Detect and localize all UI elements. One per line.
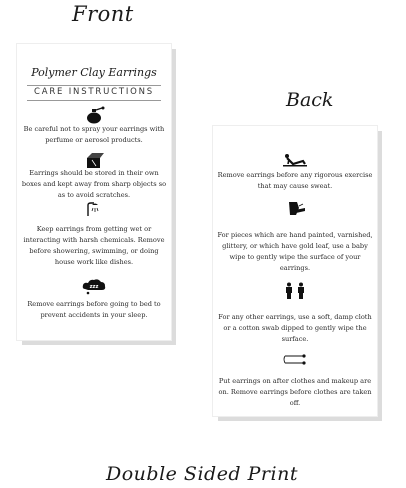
front-item-perfume: Be careful not to spray your earrings with perfume or aerosol products. <box>23 125 165 144</box>
back-item-baby-wipe: For pieces which are hand painted, varnished, glittery, or which have gold leaf, use a baby wipe to gently wipe the surface of your earrings. <box>217 231 373 272</box>
sleep-cloud-icon <box>80 277 108 295</box>
wipe-hand-icon <box>281 200 309 218</box>
card-subtitle: CARE INSTRUCTIONS <box>34 87 154 97</box>
svg-text:zzz: zzz <box>89 284 99 290</box>
back-label: Back <box>286 89 334 111</box>
exercise-icon <box>281 150 309 168</box>
subtitle-bottom-rule <box>27 100 161 101</box>
front-item-sleep: Remove earrings before going to bed to prevent accidents in your sleep. <box>27 300 161 319</box>
front-card <box>17 44 171 340</box>
back-item-exercise: Remove earrings before any rigorous exercise that may cause sweat. <box>217 171 373 190</box>
card-title: Polymer Clay Earrings <box>31 66 157 79</box>
front-label: Front <box>72 2 134 26</box>
front-item-shower: Keep earrings from getting wet or interacting with harsh chemicals. Remove before showering, swimming, or doing house work like dishes. <box>23 225 165 266</box>
back-item-cotton-swab: For any other earrings, use a soft, damp cloth or a cotton swab dipped to gently wipe the surface. <box>218 313 372 343</box>
perfume-bottle-icon <box>80 106 108 124</box>
front-item-storage: Earrings should be stored in their own boxes and kept away from sharp objects so as to avoid scratches. <box>21 169 167 199</box>
double-sided-print-label: Double Sided Print <box>106 463 298 485</box>
back-item-earring-order: Put earrings on after clothes and makeup are on. Remove earrings before clothes are taken off. <box>218 377 372 407</box>
back-card <box>213 126 377 416</box>
cotton-swab-people-icon <box>281 282 309 300</box>
earring-hook-icon <box>281 352 309 370</box>
subtitle-top-rule <box>27 85 161 86</box>
shower-icon <box>80 202 108 220</box>
